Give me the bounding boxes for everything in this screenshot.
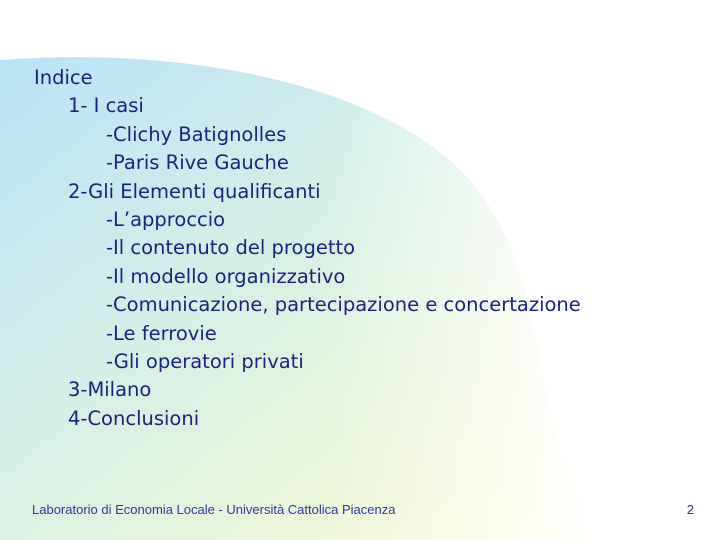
index-content — [34, 64, 581, 433]
index-subitem: -Gli operatori privati — [106, 350, 304, 374]
index-item: 3-Milano — [68, 378, 152, 402]
index-subitem: -Paris Rive Gauche — [106, 151, 289, 175]
index-item: 1- I casi — [68, 94, 144, 118]
page-number: 2 — [686, 502, 694, 517]
index-subitem: -Il modello organizzativo — [106, 264, 346, 288]
index-subitem: -Comunicazione, partecipazione e concertazione — [106, 293, 581, 317]
index-subitem: -Clichy Batignolles — [106, 122, 287, 146]
index-subitem: -Il contenuto del progetto — [106, 236, 356, 260]
index-subitem: -L’approccio — [106, 208, 226, 232]
index-subitem: -Le ferrovie — [106, 321, 217, 345]
footer-text: Laboratorio di Economia Locale - Università Cattolica Piacenza — [32, 502, 396, 517]
index-item: 2-Gli Elementi qualificanti — [68, 179, 321, 203]
index-item: 4-Conclusioni — [68, 406, 200, 430]
index-title: Indice — [34, 66, 93, 89]
